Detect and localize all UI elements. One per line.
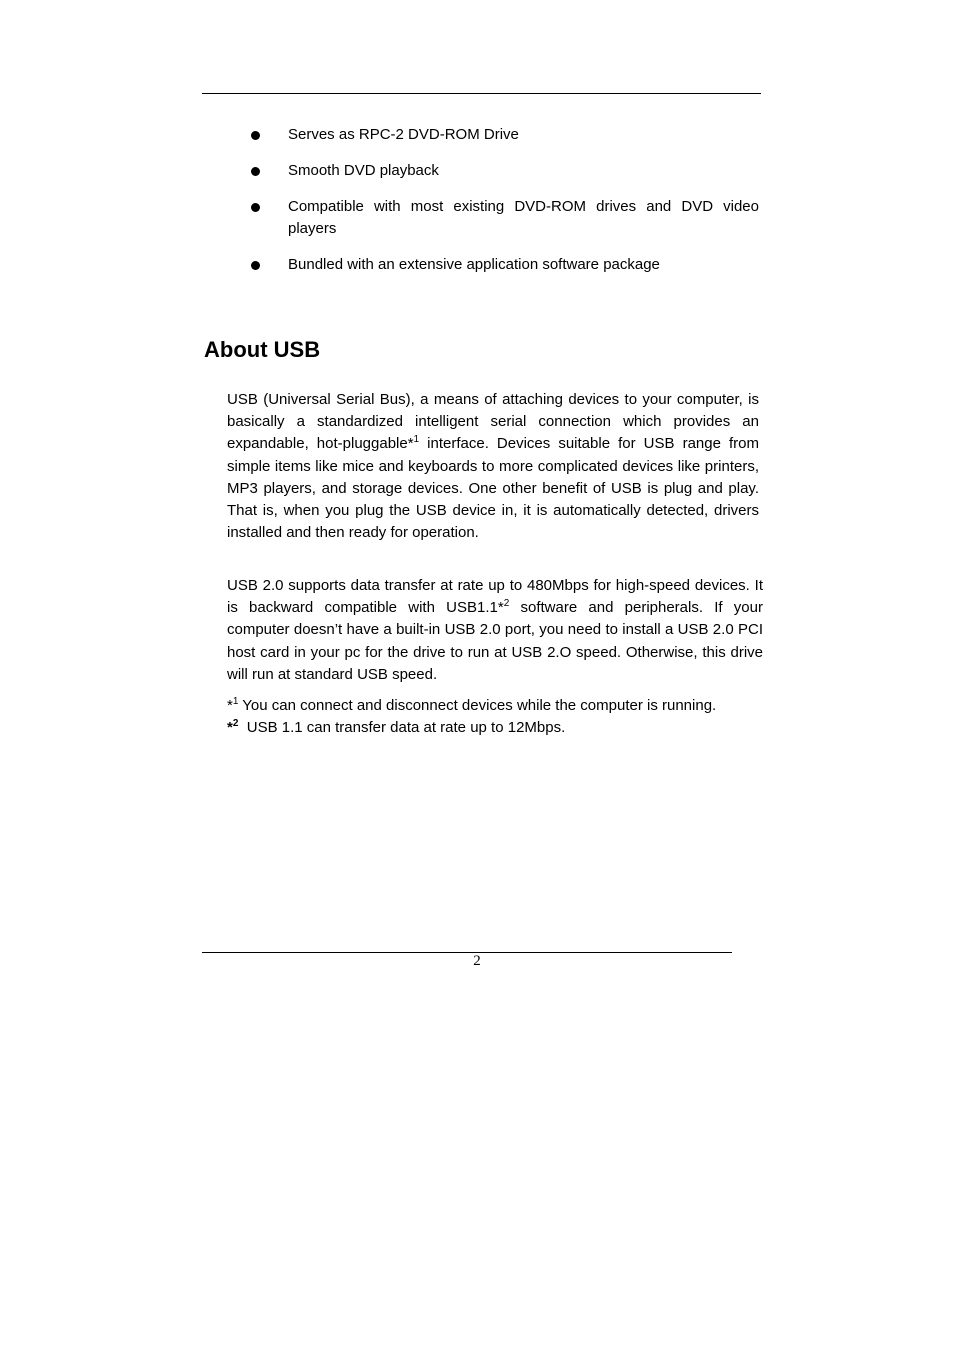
footnote-text: You can connect and disconnect devices while the computer is running. <box>238 697 717 714</box>
feature-text: Serves as RPC-2 DVD-ROM Drive <box>288 126 519 143</box>
bullet-icon <box>251 131 260 140</box>
footnote-mark: * <box>227 719 233 736</box>
feature-text: Bundled with an extensive application software package <box>288 256 660 273</box>
usb2-paragraph <box>227 575 763 686</box>
feature-text: Compatible with most existing DVD-ROM drives and DVD video players <box>288 198 759 237</box>
footnote <box>227 717 565 739</box>
header-rule <box>202 93 761 94</box>
footnote-number: 2 <box>232 718 239 729</box>
footnote-mark: * <box>227 697 233 714</box>
footnote-ref: 2 <box>503 598 510 610</box>
paragraph-text: software and peripherals. If your computer doesn’t have a built-in USB 2.0 port, you need to install a USB 2.0 PCI host card in your pc for the drive to run at USB 2.O speed. Otherwise, this drive will run at standard USB speed. <box>227 599 763 683</box>
bullet-icon <box>251 203 260 212</box>
list-item <box>245 160 759 182</box>
paragraph-text: USB (Universal Serial Bus), a means of attaching devices to your computer, is basically a standardized intelligent serial connection which provides an expandable, hot-pluggable* <box>227 391 759 453</box>
paragraph-text: USB 2.0 supports data transfer at rate up to 480Mbps for high-speed devices. It is backward compatible with USB1.1* <box>227 577 763 617</box>
footnote-text: USB 1.1 can transfer data at rate up to 12Mbps. <box>238 719 566 736</box>
page-number: 2 <box>473 953 481 969</box>
footnote-ref: 1 <box>413 434 420 446</box>
section-heading: About USB <box>204 337 321 362</box>
list-item <box>245 124 759 146</box>
footnote <box>227 695 716 717</box>
list-item <box>245 196 759 240</box>
paragraph-text: interface. Devices suitable for USB range from simple items like mice and keyboards to more complicated devices like printers, MP3 players, and storage devices. One other benefit of USB is plug and play. That is, when you plug the USB device in, it is automatically detected, drivers installed and then ready for operation. <box>227 435 759 542</box>
bullet-icon <box>251 261 260 270</box>
usb-intro-paragraph <box>227 389 759 544</box>
feature-text: Smooth DVD playback <box>288 162 439 179</box>
list-item <box>245 254 759 276</box>
bullet-icon <box>251 167 260 176</box>
footnote-number: 1 <box>232 696 239 707</box>
